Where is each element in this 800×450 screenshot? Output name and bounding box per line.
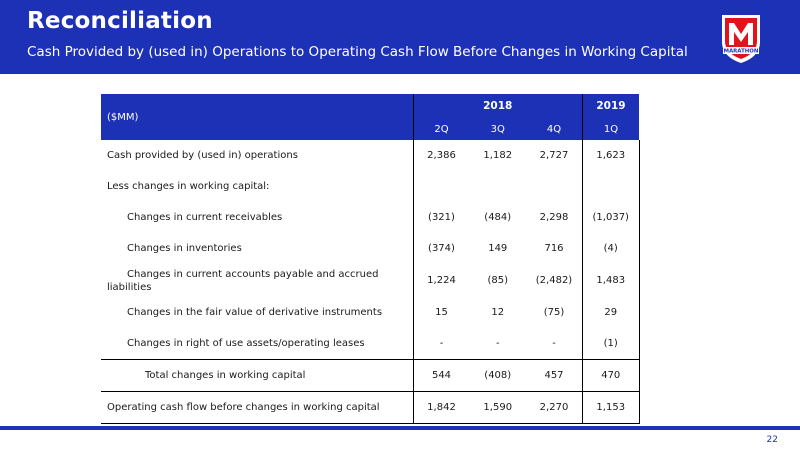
marathon-logo <box>717 12 765 64</box>
row-label: Operating cash flow before changes in working capital <box>101 392 413 424</box>
quarter-header: 2Q <box>413 118 470 140</box>
footer-divider <box>0 426 800 430</box>
cell-value: 1,842 <box>413 392 470 424</box>
table-row <box>101 328 639 360</box>
table-row-final <box>101 392 639 424</box>
cell-value <box>583 171 640 202</box>
reconciliation-table <box>101 94 640 424</box>
cell-value: - <box>495 338 500 349</box>
slide-header <box>0 0 800 74</box>
marathon-shield-icon <box>717 12 765 64</box>
cell-value: 1,590 <box>470 392 527 424</box>
cell-value: 2,386 <box>413 140 470 171</box>
cell-value: (2,482) <box>535 275 573 286</box>
row-label: Changes in right of use assets/operating leases <box>127 338 365 349</box>
slide-subtitle: Cash Provided by (used in) Operations to Operating Cash Flow Before Changes in Working Capital <box>27 44 688 60</box>
cell-value: 1,153 <box>583 392 640 424</box>
cell-value: 544 <box>413 360 470 392</box>
logo-text: MARATHON <box>723 48 759 55</box>
row-label: Total changes in working capital <box>101 360 413 392</box>
row-label: Cash provided by (used in) operations <box>107 150 298 161</box>
cell-value <box>413 171 470 202</box>
cell-value: (408) <box>470 360 527 392</box>
cell-value: 1,224 <box>413 264 470 297</box>
cell-value: 2,298 <box>539 212 569 223</box>
cell-value: 2,727 <box>539 150 569 161</box>
slide-title: Reconciliation <box>27 8 213 34</box>
cell-value: 1,182 <box>483 150 513 161</box>
cell-value: 2,270 <box>526 392 583 424</box>
cell-value <box>526 171 583 202</box>
row-label: Less changes in working capital: <box>107 181 270 192</box>
cell-value: (4) <box>583 233 640 264</box>
year-2018-header: 2018 <box>413 94 583 118</box>
units-label: ($MM) <box>101 94 413 140</box>
quarter-header: 1Q <box>583 118 640 140</box>
cell-value: 149 <box>488 243 508 254</box>
table-row-total <box>101 360 639 392</box>
cell-value: (75) <box>543 307 565 318</box>
cell-value <box>470 171 527 202</box>
table-row <box>101 202 639 233</box>
table-row <box>101 140 639 171</box>
table-row <box>101 264 639 297</box>
quarter-header: 4Q <box>526 118 583 140</box>
table-row <box>101 297 639 328</box>
row-label: Changes in the fair value of derivative instruments <box>127 307 383 318</box>
cell-value: (1,037) <box>583 202 640 233</box>
cell-value: (484) <box>484 212 512 223</box>
cell-value: 716 <box>544 243 564 254</box>
cell-value: 470 <box>583 360 640 392</box>
row-label: Changes in current receivables <box>127 212 283 223</box>
page-number: 22 <box>766 435 778 445</box>
row-label: Changes in current accounts payable and accrued liabilities <box>107 268 379 293</box>
cell-value: (85) <box>487 275 509 286</box>
cell-value: - <box>413 328 470 360</box>
quarter-header: 3Q <box>470 118 527 140</box>
cell-value: 457 <box>526 360 583 392</box>
cell-value: - <box>552 338 556 349</box>
cell-value: 1,483 <box>583 264 640 297</box>
cell-value: 29 <box>583 297 640 328</box>
table-header-years <box>101 94 639 118</box>
row-label: Changes in inventories <box>127 243 242 254</box>
cell-value: (321) <box>413 202 470 233</box>
year-2019-header: 2019 <box>583 94 640 118</box>
cell-value: 12 <box>491 307 505 318</box>
cell-value: 15 <box>413 297 470 328</box>
cell-value: (1) <box>583 328 640 360</box>
table-row <box>101 233 639 264</box>
cell-value: 1,623 <box>583 140 640 171</box>
cell-value: (374) <box>413 233 470 264</box>
table-row <box>101 171 639 202</box>
